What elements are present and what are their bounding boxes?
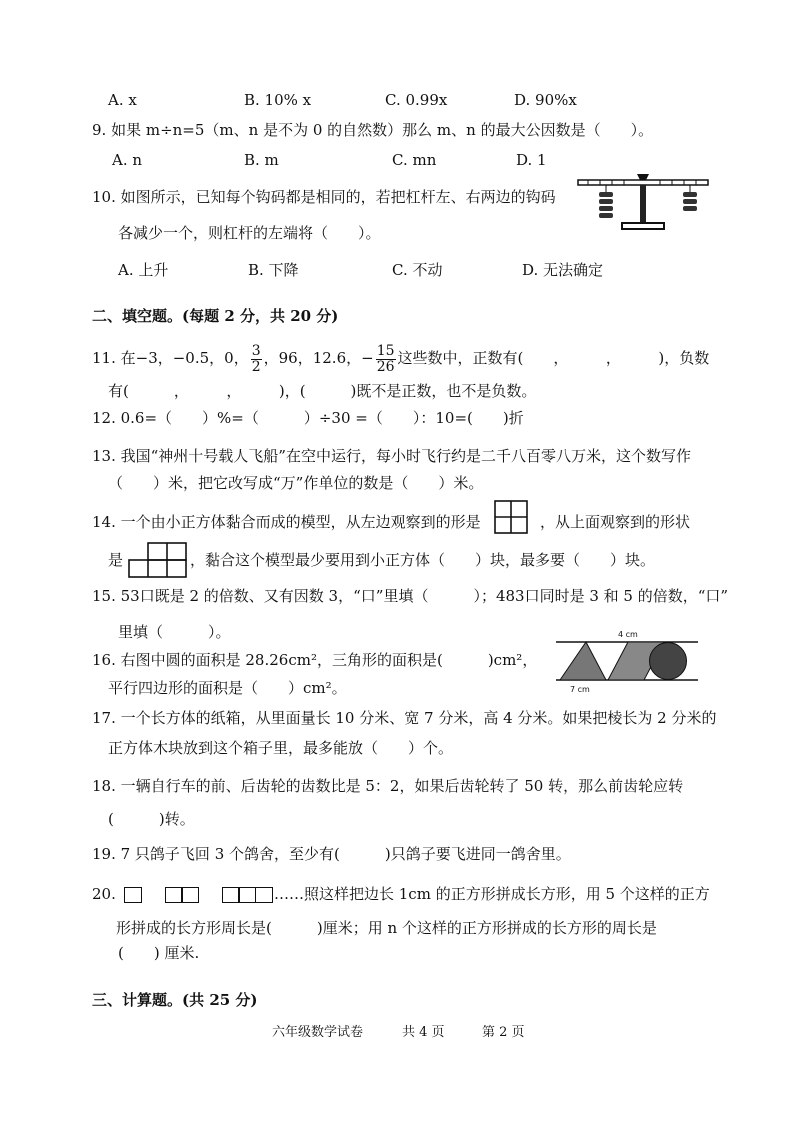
q11-mid: ，96，12.6，− xyxy=(263,349,374,367)
fraction-numerator: 15 xyxy=(376,342,395,359)
q8-option-c: C. 0.99x xyxy=(385,91,448,109)
q15-line2: 里填（ ）。 xyxy=(118,623,231,641)
q11-pre: 11. 在−3，−0.5，0， xyxy=(92,349,249,367)
q10-option-b: B. 下降 xyxy=(248,261,299,279)
q14-line1-end: ，从上面观察到的形状 xyxy=(540,513,691,531)
q10-line1: 10. 如图所示，已知每个钩码都是相同的，若把杠杆左、右两边的钩码 xyxy=(92,188,556,206)
q10-option-d: D. 无法确定 xyxy=(522,261,604,279)
q12-line: 12. 0.6=（ ）%=（ ）÷30 =（ ）：10=( )折 xyxy=(92,409,524,427)
q14-line2-post: ，黏合这个模型最少要用到小正方体（ ）块，最多要（ ）块。 xyxy=(190,551,656,569)
footer-title: 六年级数学试卷 xyxy=(272,1025,364,1040)
q20-line1-post: ……照这样把边长 1cm 的正方形拼成长方形，用 5 个这样的正方 xyxy=(274,885,710,903)
q10-option-a: A. 上升 xyxy=(118,261,169,279)
square-3a xyxy=(222,887,240,903)
fraction-denominator: 2 xyxy=(251,358,261,375)
q10-line2: 各减少一个，则杠杆的左端将（ ）。 xyxy=(118,224,381,242)
q11-post: 这些数中，正数有( ， ， )，负数 xyxy=(397,349,710,367)
q14-line1: 14. 一个由小正方体黏合而成的模型，从左边观察到的形是 xyxy=(92,513,481,531)
square-2a xyxy=(165,887,183,903)
q20-line3: ( ) 厘米. xyxy=(118,944,200,962)
left-view-figure xyxy=(494,500,528,534)
q20-line2: 形拼成的长方形周长是( )厘米；用 n 个这样的正方形拼成的长方形的周长是 xyxy=(116,919,657,937)
fraction-3-2 xyxy=(251,344,262,375)
q16-line2: 平行四边形的面积是（ ）cm²。 xyxy=(108,679,347,697)
q8-option-d: D. 90%x xyxy=(514,91,577,109)
q9-option-c: C. mn xyxy=(392,151,437,169)
fraction-numerator: 3 xyxy=(251,342,261,359)
q17-line1: 17. 一个长方体的纸箱，从里面量长 10 分米、宽 7 分米，高 4 分米。如果把棱长为 2 分米的 xyxy=(92,709,717,727)
square-1 xyxy=(124,887,142,903)
q9-option-a: A. n xyxy=(112,151,143,169)
q13-line2: （ ）米，把它改写成“万”作单位的数是（ ）米。 xyxy=(108,474,484,492)
footer-total-pages: 共 4 页 xyxy=(402,1025,445,1040)
q13-line1: 13. 我国“神州十号载人飞船”在空中运行，每小时飞行约是二千八百零八万米，这个数写作 xyxy=(92,447,691,465)
q19-line: 19. 7 只鸽子飞回 3 个鸽舍，至少有( )只鸽子要飞进同一鸽舍里。 xyxy=(92,845,571,863)
square-3b xyxy=(238,887,256,903)
fraction-denominator: 26 xyxy=(376,358,395,375)
q11-line2: 有( ， ， )，( )既不是正数，也不是负数。 xyxy=(108,382,537,400)
q18-line2: ( )转。 xyxy=(108,810,195,828)
lever-balance-figure xyxy=(574,170,714,234)
square-2b xyxy=(181,887,199,903)
figure-label-top: 4 cm xyxy=(618,630,638,639)
q9-option-b: B. m xyxy=(244,151,279,169)
figure-label-bottom: 7 cm xyxy=(570,685,590,694)
q9-stem: 9. 如果 m÷n=5（m、n 是不为 0 的自然数）那么 m、n 的最大公因数是（ ）。 xyxy=(92,121,654,139)
q8-option-b: B. 10% x xyxy=(244,91,312,109)
q15-line1: 15. 53口既是 2 的倍数、又有因数 3，“口”里填（ ）；483口同时是 3 和 5 的倍数，“口” xyxy=(92,587,729,605)
square-3c xyxy=(255,887,273,903)
top-view-figure xyxy=(128,542,188,578)
q10-option-c: C. 不动 xyxy=(392,261,443,279)
shapes-figure xyxy=(552,626,702,698)
q20-number: 20. xyxy=(92,885,116,903)
q14-line2-pre: 是 xyxy=(108,551,124,569)
q17-line2: 正方体木块放到这个箱子里，最多能放（ ）个。 xyxy=(108,739,454,757)
section-3-heading: 三、计算题。(共 25 分) xyxy=(92,991,258,1009)
q9-option-d: D. 1 xyxy=(516,151,547,169)
footer-page-number: 第 2 页 xyxy=(482,1025,525,1040)
fraction-15-26 xyxy=(376,344,396,375)
q11-line1 xyxy=(92,340,709,376)
section-2-heading: 二、填空题。(每题 2 分，共 20 分) xyxy=(92,307,339,325)
q16-line1: 16. 右图中圆的面积是 28.26cm²，三角形的面积是( )cm²， xyxy=(92,651,538,669)
q18-line1: 18. 一辆自行车的前、后齿轮的齿数比是 5：2，如果后齿轮转了 50 转，那么前齿轮应转 xyxy=(92,777,684,795)
square-pattern-figure xyxy=(124,884,271,904)
q8-option-a: A. x xyxy=(108,91,137,109)
